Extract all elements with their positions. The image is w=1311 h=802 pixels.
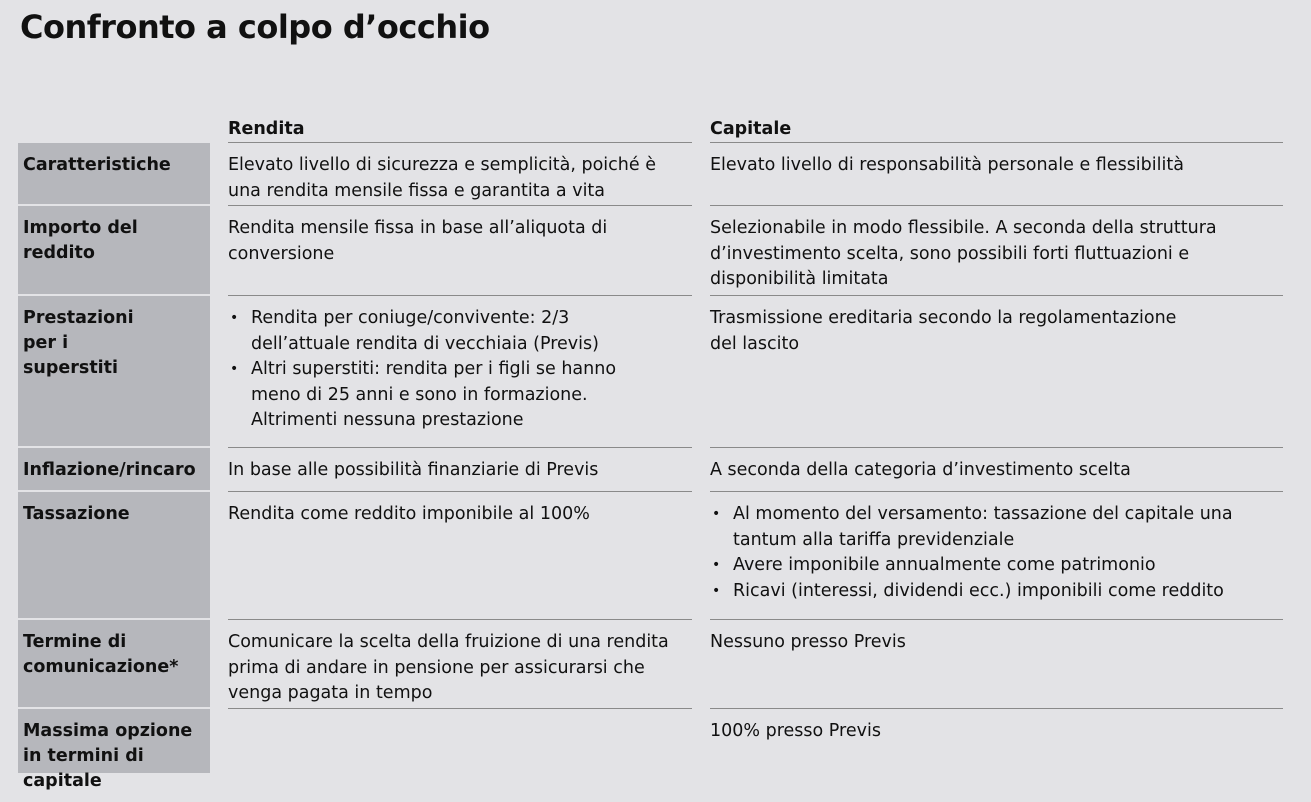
cell-capitale-tassazione bbox=[710, 492, 1283, 620]
row-label-termine-comunicazione: Termine di comunicazione* bbox=[18, 620, 210, 709]
row-label-tassazione: Tassazione bbox=[18, 492, 210, 620]
list-item: • Rendita per coniuge/convivente: 2/3 dell’attuale rendita di vecchiaia (Previs) bbox=[228, 306, 652, 357]
cell-rendita-importo-reddito: Rendita mensile fissa in base all’aliquota di conversione bbox=[228, 206, 692, 296]
cell-capitale-inflazione: A seconda della categoria d’investimento scelta bbox=[710, 448, 1283, 492]
row-label-massima-opzione: Massima opzione in termini di capitale bbox=[18, 709, 210, 773]
bullet-list bbox=[710, 502, 1243, 604]
comparison-table bbox=[18, 112, 1283, 791]
bullet-list bbox=[228, 306, 652, 434]
cell-rendita-termine-comunicazione: Comunicare la scelta della fruizione di una rendita prima di andare in pensione per assicurarsi che venga pagata in tempo bbox=[228, 620, 692, 709]
cell-rendita-massima-opzione bbox=[228, 709, 692, 773]
list-item: • Al momento del versamento: tassazione del capitale una tantum alla tariffa previdenziale bbox=[710, 502, 1243, 553]
row-label-inflazione: Inflazione/rincaro bbox=[18, 448, 210, 492]
row-label-prestazioni-superstiti: Prestazioni per i superstiti bbox=[18, 296, 210, 448]
list-item: • Altri superstiti: rendita per i figli se hanno meno di 25 anni e sono in formazione. Altrimenti nessuna prestazione bbox=[228, 357, 652, 434]
list-item: • Avere imponibile annualmente come patrimonio bbox=[710, 553, 1243, 579]
list-item: • Ricavi (interessi, dividendi ecc.) imponibili come reddito bbox=[710, 579, 1243, 605]
header-corner bbox=[18, 112, 210, 143]
cell-capitale-prestazioni-superstiti: Trasmissione ereditaria secondo la regolamentazione del lascito bbox=[710, 296, 1283, 448]
cell-rendita-prestazioni-superstiti bbox=[228, 296, 692, 448]
cell-rendita-tassazione: Rendita come reddito imponibile al 100% bbox=[228, 492, 692, 620]
cell-capitale-caratteristiche: Elevato livello di responsabilità personale e flessibilità bbox=[710, 143, 1283, 206]
row-label-caratteristiche: Caratteristiche bbox=[18, 143, 210, 206]
column-header-capitale: Capitale bbox=[710, 112, 1283, 143]
column-header-rendita: Rendita bbox=[228, 112, 692, 143]
row-label-importo-reddito: Importo del reddito bbox=[18, 206, 210, 296]
cell-rendita-caratteristiche: Elevato livello di sicurezza e semplicità, poiché è una rendita mensile fissa e garantita a vita bbox=[228, 143, 692, 206]
cell-capitale-termine-comunicazione: Nessuno presso Previs bbox=[710, 620, 1283, 709]
cell-capitale-massima-opzione: 100% presso Previs bbox=[710, 721, 881, 741]
page-title: Confronto a colpo d’occhio bbox=[20, 8, 490, 46]
cell-rendita-inflazione: In base alle possibilità finanziarie di Previs bbox=[228, 448, 692, 492]
cell-capitale-importo-reddito: Selezionabile in modo flessibile. A seconda della struttura d’investimento scelta, sono possibili forti fluttuazioni e disponibilità limitata bbox=[710, 206, 1283, 296]
